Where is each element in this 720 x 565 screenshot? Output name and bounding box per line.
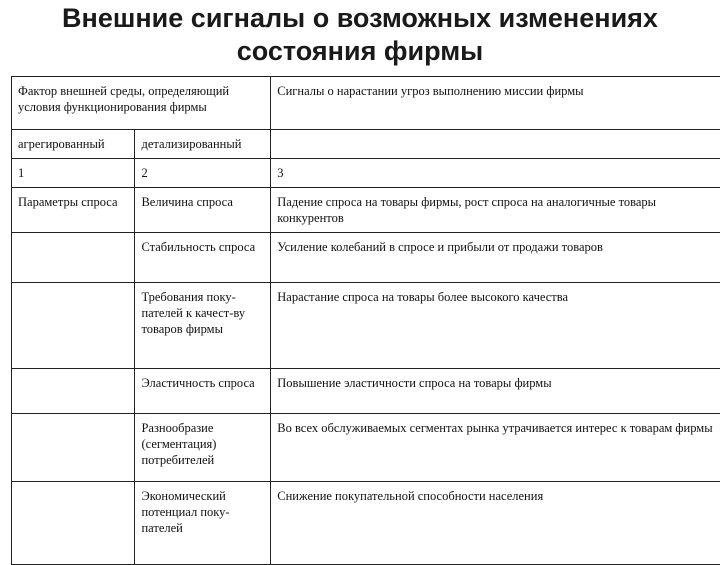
signal-cell: Падение спроса на товары фирмы, рост спроса на аналогичные товары конкурентов: [271, 188, 720, 233]
column-number-1: 1: [12, 159, 135, 188]
table-row: [12, 188, 720, 233]
title-line-2: состояния фирмы: [0, 35, 720, 68]
detailed-factor-cell: Экономический потенциал поку-пателей: [135, 482, 271, 565]
header-signals-cell: Сигналы о нарастании угроз выполнению миссии фирмы: [271, 77, 720, 130]
subheader-empty-cell: [271, 130, 720, 159]
signal-cell: Во всех обслуживаемых сегментах рынка утрачивается интерес к товарам фирмы: [271, 414, 720, 482]
group-continuation-cell: [12, 233, 135, 283]
title-line-1: Внешние сигналы о возможных изменениях: [0, 2, 720, 35]
group-continuation-cell: [12, 369, 135, 414]
table-row: [12, 283, 720, 369]
column-number-2: 2: [135, 159, 271, 188]
signal-cell: Усиление колебаний в спросе и прибыли от продажи товаров: [271, 233, 720, 283]
group-label-cell: Параметры спроса: [12, 188, 135, 233]
table-row: [12, 482, 720, 565]
detailed-factor-cell: Эластичность спроса: [135, 369, 271, 414]
table-number-row: [12, 159, 720, 188]
table-header-row: [12, 77, 720, 130]
signal-cell: Снижение покупательной способности населения: [271, 482, 720, 565]
signals-table: [11, 76, 720, 565]
table-row: [12, 414, 720, 482]
detailed-factor-cell: Разнообразие (сегментация) потребителей: [135, 414, 271, 482]
table-row: [12, 233, 720, 283]
detailed-factor-cell: Требования поку-пателей к качест-ву товаров фирмы: [135, 283, 271, 369]
subheader-detailed-cell: детализированный: [135, 130, 271, 159]
detailed-factor-cell: Стабильность спроса: [135, 233, 271, 283]
header-factor-cell: Фактор внешней среды, определяющий условия функционирования фирмы: [12, 77, 271, 130]
detailed-factor-cell: Величина спроса: [135, 188, 271, 233]
group-continuation-cell: [12, 414, 135, 482]
column-number-3: 3: [271, 159, 720, 188]
signal-cell: Повышение эластичности спроса на товары фирмы: [271, 369, 720, 414]
table-subheader-row: [12, 130, 720, 159]
group-continuation-cell: [12, 482, 135, 565]
slide-title: [0, 2, 720, 68]
table-row: [12, 369, 720, 414]
signal-cell: Нарастание спроса на товары более высокого качества: [271, 283, 720, 369]
group-continuation-cell: [12, 283, 135, 369]
subheader-aggregated-cell: агрегированный: [12, 130, 135, 159]
